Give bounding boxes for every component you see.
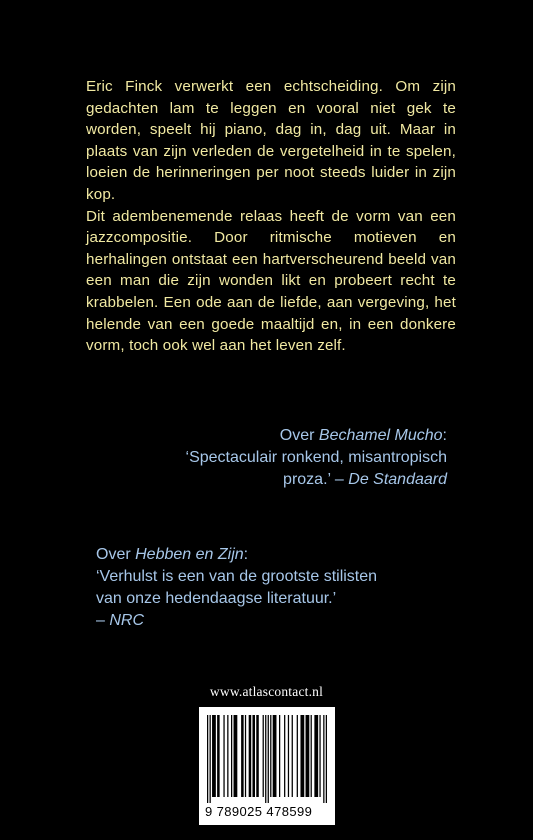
barcode-bar-21 (292, 715, 293, 797)
quote-prefix: Over (279, 427, 319, 444)
barcode-bar-26 (314, 715, 318, 797)
quote-line-1: ‘Verhulst is een van de grootste stilisten (96, 568, 378, 585)
barcode-bar-18 (279, 715, 280, 797)
barcode-bars (207, 715, 327, 803)
barcode-bar-7 (234, 715, 238, 797)
blurb-paragraph-1: Eric Finck verwerkt een echtscheiding. Om zijn gedachten lam te leggen en vooral niet gek te worden, speelt hij piano, dag in, dag uit. Maar in plaats van zijn verleden de vergetelheid in te spelen, loeien de herinneringen per noot steeds luider in zijn kop. (86, 78, 456, 203)
referenced-book-title: Bechamel Mucho (318, 427, 443, 444)
barcode-bar-13 (263, 715, 264, 797)
review-quote-bechamel-mucho (87, 425, 447, 491)
barcode-bar-19 (284, 715, 285, 797)
barcode-bar-22 (297, 715, 298, 797)
quote-source: NRC (109, 612, 145, 629)
quote-colon: : (442, 427, 447, 444)
quote-heading (87, 425, 447, 447)
publisher-website: www.atlascontact.nl (209, 684, 324, 699)
barcode-bar-23 (300, 715, 304, 797)
quote-line-1: ‘Spectaculair ronkend, misantropisch (185, 449, 447, 466)
barcode-bar-0 (207, 715, 208, 803)
barcode-bar-8 (241, 715, 244, 797)
barcode-bar-24 (306, 715, 310, 797)
barcode-bar-27 (319, 715, 320, 797)
quote-colon: : (243, 546, 249, 563)
isbn-barcode (199, 707, 335, 825)
barcode-bar-20 (288, 715, 289, 797)
barcode-bar-16 (270, 715, 271, 797)
blurb-paragraph-2: Dit adembenemende relaas heeft de vorm van een jazzcompositie. Door ritmische motieven en herhalingen ontstaat een hartverscheurend beeld van een man die zijn wonden likt en probeert recht te krabbelen. Een ode aan de liefde, aan vergeving, het helende van een goede maaltijd en, in een donkere vorm, toch ook wel aan het leven zelf. (86, 207, 456, 355)
quote-source: De Standaard (348, 471, 447, 488)
quote-dash: – (96, 612, 110, 629)
quote-heading (96, 544, 456, 566)
quote-source-line (96, 610, 456, 632)
barcode-bar-11 (252, 715, 255, 797)
barcode-bar-29 (326, 715, 327, 803)
barcode-bar-12 (256, 715, 259, 797)
barcode-bar-14 (265, 715, 266, 803)
barcode-bar-25 (311, 715, 312, 797)
referenced-book-title: Hebben en Zijn (135, 546, 244, 563)
quote-line-2 (87, 469, 447, 491)
barcode-bar-17 (273, 715, 277, 797)
barcode-bar-1 (210, 715, 211, 803)
review-quote-hebben-en-zijn (96, 544, 456, 632)
barcode-bar-2 (212, 715, 216, 797)
isbn-digits: 9 789025 478599 (205, 804, 313, 819)
barcode-bar-28 (323, 715, 324, 803)
barcode-bar-15 (268, 715, 269, 803)
quote-line-2: van onze hedendaagse literatuur.’ (96, 590, 337, 607)
barcode-bar-6 (231, 715, 232, 797)
barcode-bar-9 (245, 715, 246, 797)
quote-prefix: Over (96, 546, 136, 563)
barcode-bar-10 (249, 715, 252, 797)
quote-text-end: proza.’ – (283, 471, 349, 488)
barcode-bar-4 (223, 715, 224, 797)
barcode-bar-5 (227, 715, 228, 797)
barcode-bar-3 (217, 715, 220, 797)
back-cover-blurb (86, 76, 456, 357)
